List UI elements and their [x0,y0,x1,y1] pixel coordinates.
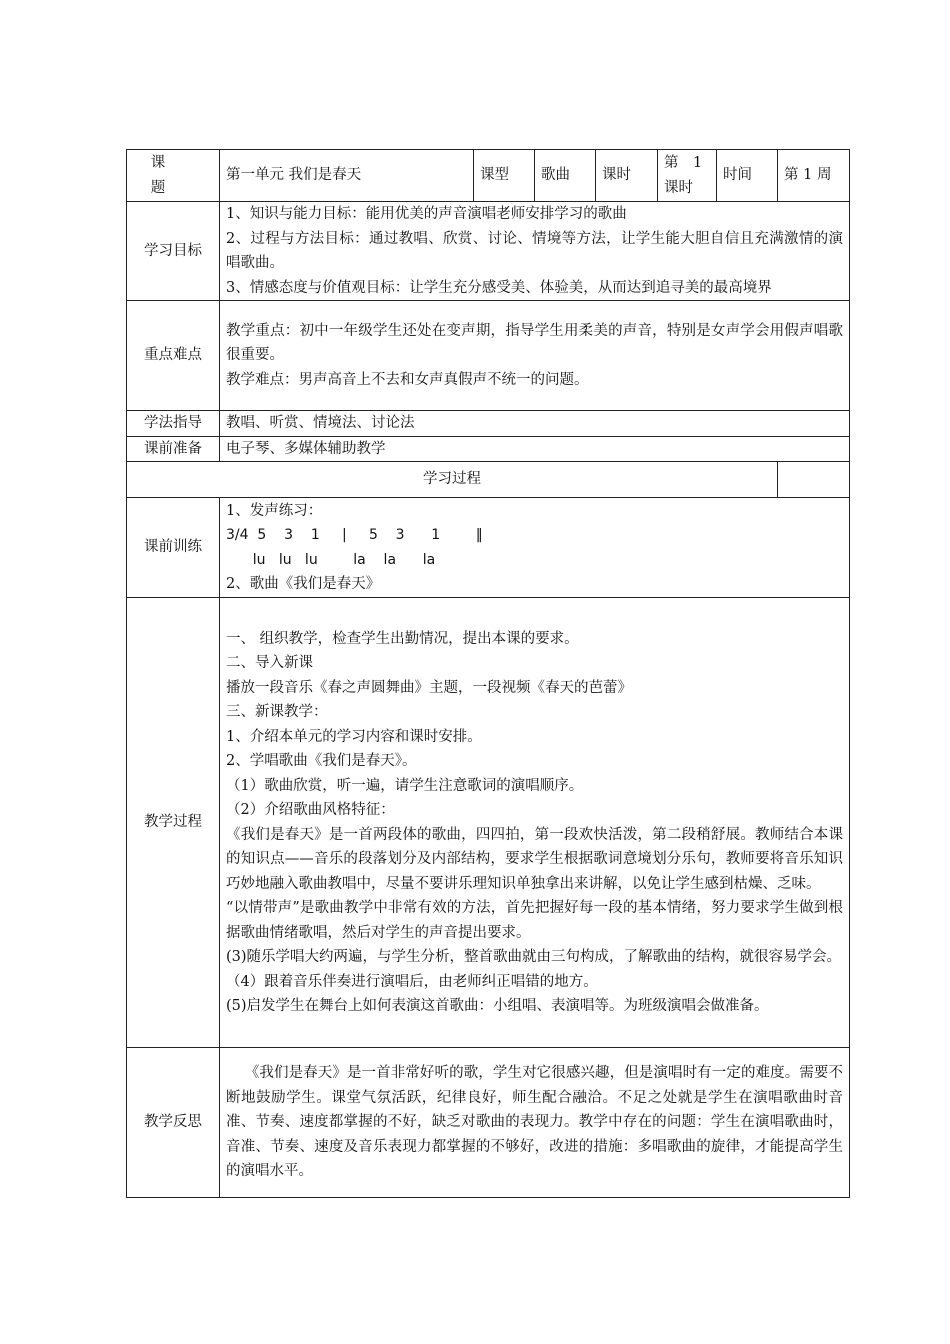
reflection-label: 教学反思 [127,1048,220,1198]
header-row [127,150,850,202]
reflection-content [220,1048,850,1198]
warmup-line-1: 1、发声练习： [226,502,323,519]
teaching-label: 教学过程 [127,598,220,1048]
warmup-content [220,498,850,598]
teaching-line-2: 二、导入新课 [226,655,313,671]
reflection-text: 《我们是春天》是一首非常好听的歌，学生对它很感兴趣，但是演唱时有一定的难度。需要不断地鼓励学生。课堂气氛活跃，纪律良好，师生配合融洽。不足之处就是学生在演唱歌曲时音准、节奏、速度都掌握的不好，缺乏对歌曲的表现力。教学中存在的问题：学生在演唱歌曲时，音准、节奏、速度及音乐表现力都掌握的不够好，改进的措施：多唱歌曲的旋律，才能提高学生的演唱水平。 [226,1065,844,1180]
preparation-label: 课前准备 [127,436,220,462]
lesson-plan-table [126,149,850,1198]
process-header-row [127,462,850,498]
warmup-row [127,498,850,598]
preparation-row [127,436,850,462]
teaching-line-5: 1、介绍本单元的学习内容和课时安排。 [226,728,482,745]
method-row [127,411,850,437]
period-value-line2: 课时 [664,179,693,196]
topic-label: 课 题 [127,150,220,202]
teaching-line-3: 播放一段音乐《春之声圆舞曲》主题，一段视频《春天的芭蕾》 [226,679,632,696]
method-label: 学法指导 [127,411,220,437]
time-label: 时间 [717,150,778,202]
teaching-paragraph-emotion: “以情带声”是歌曲教学中非常有效的方法，首先把握好每一段的基本情绪，努力要求学生做到根据歌曲情绪歌唱，然后对学生的声音提出要求。 [226,900,843,941]
type-label: 课型 [474,150,535,202]
period-label: 课时 [596,150,658,202]
key-point-focus: 教学重点：初中一年级学生还处在变声期，指导学生用柔美的声音，特别是女声学会用假声唱歌很重要。 [226,322,843,364]
warmup-label: 课前训练 [127,498,220,598]
warmup-syllables: lu lu lu la la la [226,551,436,568]
time-value: 第 1 周 [778,150,850,202]
teaching-line-6: 2、学唱歌曲《我们是春天》。 [226,753,417,769]
warmup-line-4: 2、歌曲《我们是春天》 [226,576,381,592]
objectives-label: 学习目标 [127,202,220,301]
teaching-line-8: （2）介绍歌曲风格特征： [226,802,395,818]
period-value [658,150,717,202]
objective-item-3: 3、情感态度与价值观目标：让学生充分感受美、体验美，从而达到追寻美的最高境界 [226,279,772,296]
topic-value: 第一单元 我们是春天 [220,150,474,202]
key-points-content [220,301,850,411]
teaching-line-4: 三、新课教学： [226,704,328,720]
teaching-line-7: （1）歌曲欣赏，听一遍，请学生注意歌词的演唱顺序。 [226,777,584,794]
teaching-line-11: (3)随乐学唱大约两遍，与学生分析，整首歌曲就由三句构成，了解歌曲的结构，就很容易学会。 [226,949,842,965]
teaching-line-1: 一、 组织教学，检查学生出勤情况，提出本课的要求。 [226,630,579,647]
key-points-row [127,301,850,411]
objectives-row [127,202,850,301]
period-value-line1: 第 1 [664,155,703,171]
process-header-empty-cell [778,462,850,498]
teaching-line-12: （4）跟着音乐伴奏进行演唱后，由老师纠正唱错的地方。 [226,973,598,990]
warmup-notation: 3/4 5 3 1 | 5 3 1 ‖ [226,527,483,543]
key-point-difficulty: 教学难点：男声高音上不去和女声真假声不统一的问题。 [226,371,589,388]
objectives-content [220,202,850,301]
objective-item-2: 2、过程与方法目标：通过教唱、欣赏、讨论、情境等方法，让学生能大胆自信且充满激情的演唱歌曲。 [226,230,843,271]
type-value: 歌曲 [535,150,596,202]
teaching-content [220,598,850,1048]
method-value: 教唱、听赏、情境法、讨论法 [220,411,850,437]
objective-item-1: 1、知识与能力目标：能用优美的声音演唱老师安排学习的歌曲 [226,206,627,222]
teaching-line-13: (5)启发学生在舞台上如何表演这首歌曲：小组唱、表演唱等。为班级演唱会做准备。 [226,998,769,1014]
reflection-row [127,1048,850,1198]
key-points-label: 重点难点 [127,301,220,411]
process-header: 学习过程 [127,462,778,498]
preparation-value: 电子琴、多媒体辅助教学 [220,436,850,462]
teaching-row [127,598,850,1048]
teaching-paragraph-style: 《我们是春天》是一首两段体的歌曲，四四拍，第一段欢快活泼，第二段稍舒展。教师结合本课的知识点——音乐的段落划分及内部结构，要求学生根据歌词意境划分乐句，教师要将音乐知识巧妙地融入歌曲教唱中，尽量不要讲乐理知识单独拿出来讲解，以免让学生感到枯燥、乏味。 [226,826,843,892]
